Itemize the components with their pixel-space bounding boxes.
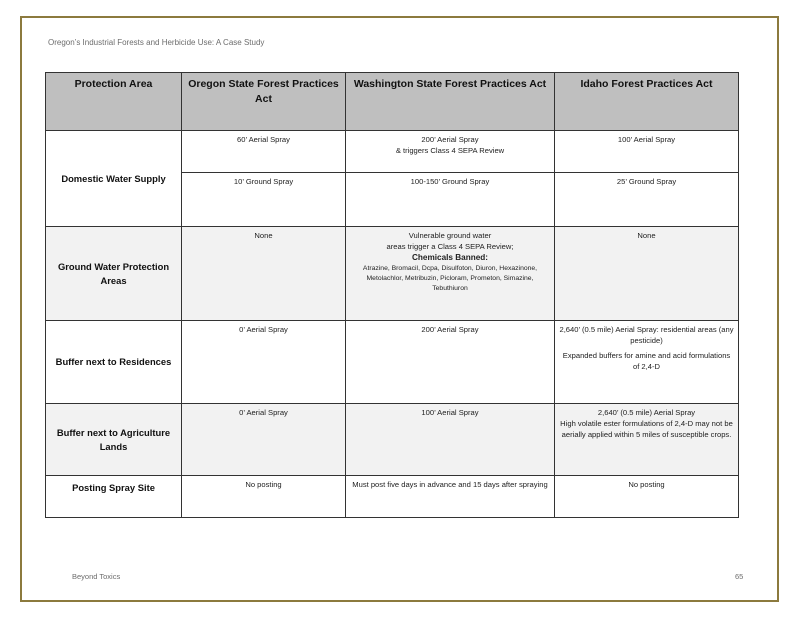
table-cell: 0’ Aerial Spray	[182, 321, 346, 404]
column-header: Washington State Forest Practices Act	[346, 73, 555, 131]
table-cell	[555, 321, 739, 404]
comparison-table	[45, 72, 739, 518]
row-label-groundwater: Ground Water Protection Areas	[46, 227, 182, 321]
table-cell: 100-150’ Ground Spray	[346, 173, 555, 227]
table-row-posting	[46, 476, 739, 518]
table-cell	[346, 227, 555, 321]
banned-chemicals-list: Atrazine, Bromacil, Dcpa, Disulfoton, Diuron, Hexazinone, Metolachlor, Metribuzin, Picloram, Prometon, Simazine, Tebuthiuron	[362, 264, 538, 293]
table-cell: 100’ Aerial Spray	[555, 131, 739, 173]
table-row-domestic-aerial	[46, 131, 739, 173]
column-header: Oregon State Forest Practices Act	[182, 73, 346, 131]
cell-line: 2,640’ (0.5 mile) Aerial Spray	[597, 408, 696, 417]
table-cell: 0’ Aerial Spray	[182, 404, 346, 476]
table-row-agriculture	[46, 404, 739, 476]
document-header: Oregon’s Industrial Forests and Herbicide Use: A Case Study	[48, 38, 265, 47]
table-row-residences	[46, 321, 739, 404]
table-cell: 100’ Aerial Spray	[346, 404, 555, 476]
cell-line: High volatile ester formulations of 2,4-D may not be aerially applied within 5 miles of susceptible crops.	[560, 419, 733, 439]
cell-line: areas trigger a Class 4 SEPA Review;	[386, 242, 514, 251]
table-cell: None	[182, 227, 346, 321]
row-label-residences: Buffer next to Residences	[46, 321, 182, 404]
table-cell: 10’ Ground Spray	[182, 173, 346, 227]
table-cell: 25’ Ground Spray	[555, 173, 739, 227]
column-header: Protection Area	[46, 73, 182, 131]
row-label-domestic-water: Domestic Water Supply	[46, 131, 182, 227]
table-header-row	[46, 73, 739, 131]
table-cell	[555, 404, 739, 476]
cell-line: Vulnerable ground water	[408, 231, 492, 240]
footer-organization: Beyond Toxics	[72, 572, 121, 581]
cell-line: & triggers Class 4 SEPA Review	[395, 146, 505, 155]
column-header: Idaho Forest Practices Act	[555, 73, 739, 131]
table-row-groundwater	[46, 227, 739, 321]
table-cell: None	[555, 227, 739, 321]
table-cell: 60’ Aerial Spray	[182, 131, 346, 173]
banned-chemicals-title: Chemicals Banned:	[412, 253, 488, 262]
cell-line: 200’ Aerial Spray	[421, 135, 479, 144]
row-label-agriculture: Buffer next to Agriculture Lands	[46, 404, 182, 476]
cell-line: 2,640’ (0.5 mile) Aerial Spray: residential areas (any pesticide)	[559, 325, 734, 345]
row-label-posting: Posting Spray Site	[46, 476, 182, 518]
table-cell: No posting	[555, 476, 739, 518]
cell-line: Expanded buffers for amine and acid formulations of 2,4-D	[562, 351, 731, 371]
table-cell: 200’ Aerial Spray	[346, 321, 555, 404]
table-cell	[346, 131, 555, 173]
page-number: 65	[735, 572, 744, 581]
table-cell: No posting	[182, 476, 346, 518]
table-cell: Must post five days in advance and 15 days after spraying	[346, 476, 555, 518]
